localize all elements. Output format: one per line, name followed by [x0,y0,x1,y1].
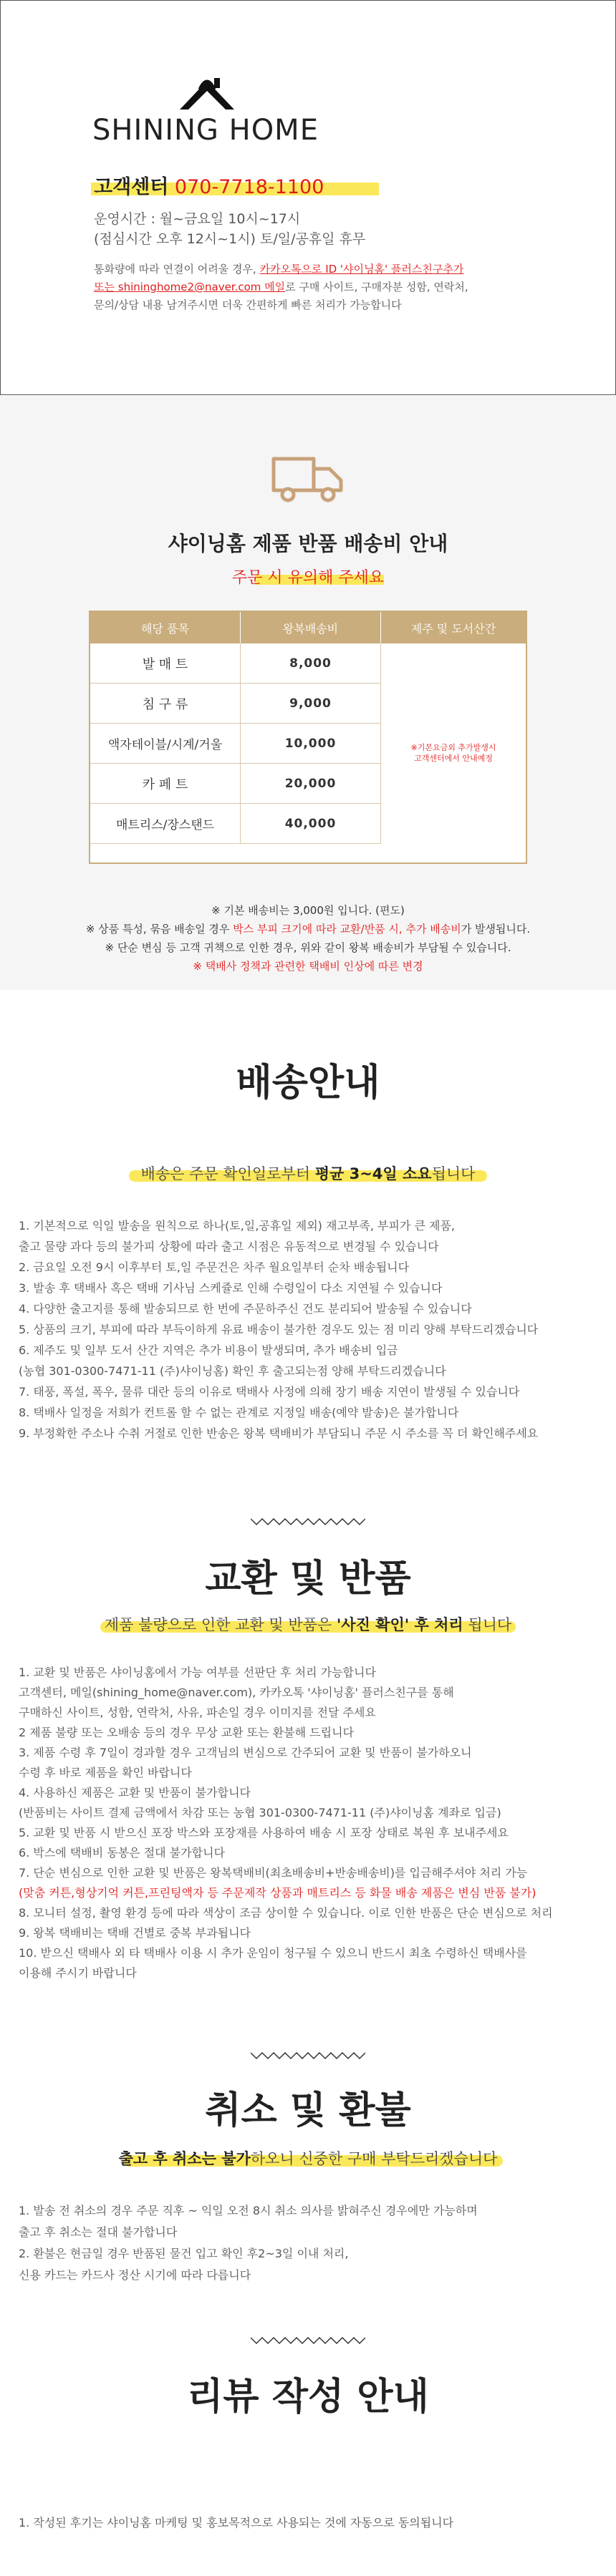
contact-note-line-3: 문의/상담 내용 남겨주시면 더욱 간편하게 빠른 처리가 가능합니다 [94,298,402,311]
subtitle-bold: '사진 확인' 후 처리 [336,1616,463,1633]
note-text: 로 구매 사이트, 구매자분 성함, 연락처, [285,281,468,293]
header-item: 해당 품목 [90,612,241,643]
review-title: 리뷰 작성 안내 [187,2376,429,2419]
list-item: 4. 사용하신 제품은 교환 및 반품이 불가합니다 [19,1786,251,1799]
note-text: ※ 상품 특성, 묶음 배송일 경우 [85,923,234,935]
subtitle-text: 하오니 신중한 구매 부탁드리겠습니다 [250,2150,498,2167]
fee-note-1: ※ 기본 배송비는 3,000원 입니다. (편도) [211,904,405,917]
subtitle-text: 됩니다 [431,1165,476,1182]
table-row-price: 10,000 [241,724,381,764]
list-item: 5. 교환 및 반품 시 받으신 포장 박스와 포장재를 사용하여 배송 시 포장 상태로 복원 후 보내주세요 [19,1826,509,1839]
house-logo-icon [178,71,236,112]
fee-note-2 [0,921,616,936]
customer-center-line [94,171,324,199]
fee-note-3: ※ 단순 변심 등 고객 귀책으로 인한 경우, 위와 같이 왕복 배송비가 부담될 수 있습니다. [105,941,511,954]
table-row-item: 발 매 트 [90,643,241,684]
list-item: 2. 금요일 오전 9시 이후부터 토,일 주문건은 차주 월요일부터 순차 배송됩니다 [19,1260,410,1274]
zigzag-divider [251,2051,365,2060]
list-item: 1. 발송 전 취소의 경우 주문 직후 ~ 익일 오전 8시 취소 의사를 밝혀주신 경우에만 가능하며 [19,2204,478,2217]
note-text: 가 발생됩니다. [461,923,531,935]
subtitle-bold: 출고 후 취소는 불가 [118,2150,251,2167]
list-item: 7. 단순 변심으로 인한 교환 및 반품은 왕복택배비(최초배송비+반송배송비)를 입금해주셔야 처리 가능 [19,1866,528,1880]
list-item: 3. 발송 후 택배사 혹은 택배 기사님 스케쥴로 인해 수령일이 다소 지연될 수 있습니다 [19,1281,443,1295]
zigzag-divider [251,2336,365,2345]
list-item: 6. 박스에 택배비 동봉은 절대 불가합니다 [19,1846,225,1860]
subtitle-text: 됩니다 [463,1616,512,1633]
cancel-subtitle [0,2147,616,2169]
table-row-price: 20,000 [241,764,381,804]
shipping-subtitle [0,1162,616,1184]
list-item: 8. 모니터 설정, 촬영 환경 등에 따라 색상이 조금 상이할 수 있습니다. 이로 인한 반품은 단순 변심으로 처리 [19,1906,553,1920]
kakao-link[interactable]: 카카오톡으로 ID '샤이닝홈' 플러스친구추가 [259,263,464,276]
return-fee-section [0,396,616,990]
jeju-note-line: ※기본요금외 추가발생시 [410,743,496,752]
operating-hours: 운영시간 : 월~금요일 10시~17시 [94,211,301,227]
exchange-title: 교환 및 반품 [205,1557,411,1600]
table-row-price: 9,000 [241,684,381,724]
subtitle-bold: 평균 3~4일 소요 [314,1165,432,1182]
list-item: 구매하신 사이트, 성함, 연락처, 사유, 파손일 경우 이미지를 전달 주세요 [19,1706,376,1719]
table-row-price: 8,000 [241,643,381,684]
list-item: 9. 부정확한 주소나 수취 거절로 인한 반송은 왕복 택배비가 부담되니 주문 시 주소를 꼭 더 확인해주세요 [19,1426,539,1440]
header-price: 왕복배송비 [241,612,381,643]
note-text: 통화량에 따라 연결이 어려울 경우, [94,263,260,276]
list-item: 1. 교환 및 반품은 샤이닝홈에서 가능 여부를 선판단 후 처리 가능합니다 [19,1666,376,1679]
list-item: 2 제품 불량 또는 오배송 등의 경우 무상 교환 또는 환불해 드립니다 [19,1726,354,1739]
list-item: 7. 태풍, 폭설, 폭우, 물류 대란 등의 이유로 택배사 사정에 의해 장기 배송 지연이 발생될 수 있습니다 [19,1385,520,1399]
list-item: 신용 카드는 카드사 정산 시기에 따라 다릅니다 [19,2268,251,2282]
lunch-hours: (점심시간 오후 12시~1시) 토/일/공휴일 휴무 [94,231,366,247]
list-item: 6. 제주도 및 일부 도서 산간 지역은 추가 비용이 발생되며, 추가 배송비 입금 [19,1343,398,1357]
logo-text: SHINING HOME [92,114,319,147]
subtitle-text: 배송은 주문 확인일로부터 [140,1165,315,1182]
list-item: 8. 택배사 일정을 저희가 컨트롤 할 수 없는 관계로 지정일 배송(예약 발송)은 불가합니다 [19,1406,459,1419]
table-row-item: 침 구 류 [90,684,241,724]
list-item: 9. 왕복 택배비는 택배 건별로 중복 부과됩니다 [19,1926,251,1940]
list-item: 1. 기본적으로 익일 발송을 원칙으로 하나(토,일,공휴일 제외) 재고부족, 부피가 큰 제품, [19,1219,456,1233]
cancel-title: 취소 및 환불 [205,2089,411,2132]
header-jeju: 제주 및 도서산간 [381,612,526,643]
jeju-note [381,643,526,862]
table-row-item: 카 페 트 [90,764,241,804]
note-text-red: 박스 부피 크기에 따라 교환/반품 시, 추가 배송비 [233,923,461,935]
list-item: 3. 제품 수령 후 7일이 경과할 경우 고객님의 변심으로 간주되어 교환 및 반품이 불가하오니 [19,1746,472,1759]
contact-note-line-1 [94,261,552,276]
contact-box [0,0,616,395]
list-item: 4. 다양한 출고지를 통해 발송되므로 한 번에 주문하주신 건도 분리되어 발송될 수 있습니다 [19,1302,472,1316]
list-item: 10. 받으신 택배사 외 타 택배사 이용 시 추가 운임이 청구될 수 있으니 반드시 최초 수령하신 택배사를 [19,1946,527,1960]
subtitle-text: 제품 불량으로 인한 교환 및 반품은 [104,1616,337,1633]
list-item: 2. 환불은 현금일 경우 반품된 물건 입고 확인 후2~3일 이내 처리, [19,2247,349,2260]
fee-note-4: ※ 택배사 정책과 관련한 택배비 인상에 따른 변경 [193,960,423,973]
cs-label: 고객센터 [94,176,169,198]
table-row-item: 액자테이블/시계/거울 [90,724,241,764]
contact-note-line-2 [94,279,552,294]
list-item: 수령 후 바로 제품을 확인 바랍니다 [19,1766,192,1779]
fee-title: 샤이닝홈 제품 반품 배송비 안내 [168,532,448,555]
fee-table [89,611,527,864]
truck-icon [271,455,345,505]
list-item: 이용해 주시기 바랍니다 [19,1966,137,1980]
list-item: 1. 작성된 후기는 샤이닝홈 마케팅 및 홍보목적으로 사용되는 것에 자동으로 동의됩니다 [19,2516,454,2529]
shipping-title: 배송안내 [236,1061,380,1104]
shining-home-logo [92,71,329,150]
list-item: (농협 301-0300-7471-11 (주)샤이닝홈) 확인 후 출고되는점 양해 부탁드리겠습니다 [19,1364,446,1378]
fee-subtitle: 주문 시 유의해 주세요 [231,569,385,587]
cs-phone[interactable]: 070-7718-1100 [174,176,324,198]
email-link[interactable]: 또는 shininghome2@naver.com 메일 [94,281,286,293]
list-item: 5. 상품의 크기, 부피에 따라 부득이하게 유료 배송이 불가한 경우도 있는 점 미리 양해 부탁드리겠습니다 [19,1323,539,1336]
table-row-price: 40,000 [241,804,381,844]
list-item: 출고 후 취소는 절대 불가합니다 [19,2225,178,2239]
list-item: (반품비는 사이트 결제 금액에서 차감 또는 농협 301-0300-7471-11 (주)샤이닝홈 계좌로 입금) [19,1806,501,1819]
list-item-warning: (맞춤 커튼,형상기억 커튼,프린팅액자 등 주문제작 상품과 매트리스 등 화물 배송 제품은 변심 반품 불가) [19,1886,536,1900]
zigzag-divider [251,1517,365,1526]
exchange-subtitle [0,1613,616,1635]
list-item: 고객센터, 메일(shining_home@naver.com), 카카오톡 '샤이닝홈' 플러스친구를 통해 [19,1686,454,1699]
jeju-note-line: 고객센터에서 안내예정 [414,754,493,763]
list-item: 출고 물량 과다 등의 불가피 상황에 따라 출고 시점은 유동적으로 변경될 수 있습니다 [19,1240,439,1253]
table-row-item: 매트리스/장스탠드 [90,804,241,844]
